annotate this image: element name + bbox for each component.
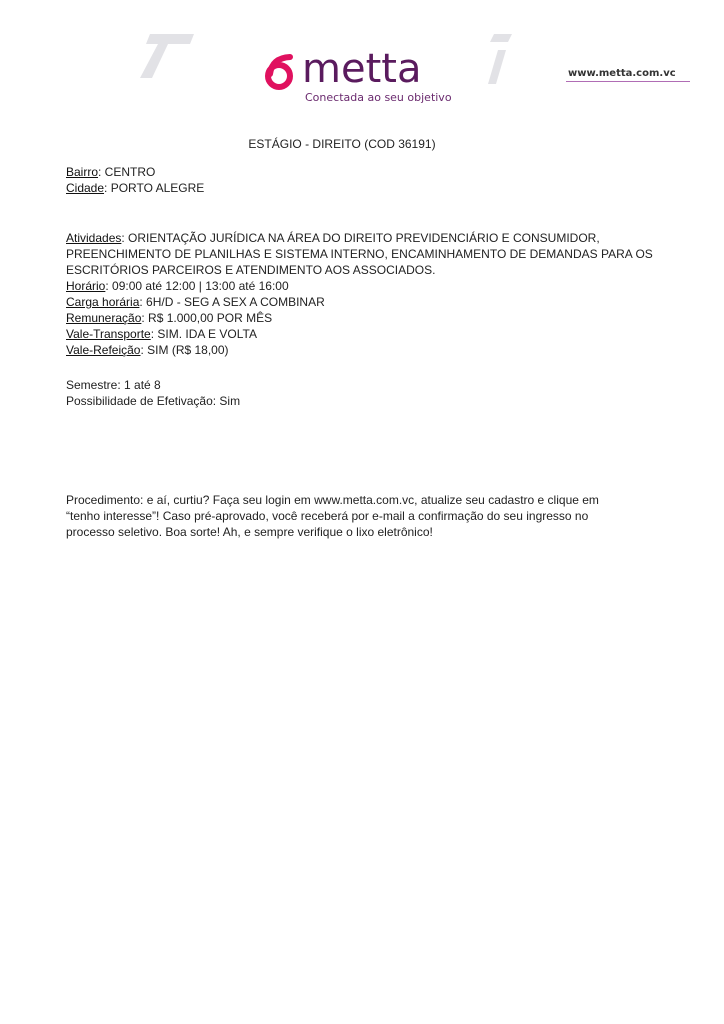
atividades-row [66,230,626,246]
vale-transporte-label: Vale-Transporte [66,327,151,341]
cidade-label: Cidade [66,181,105,195]
remuneracao-row [66,310,626,326]
procedure-line-1: Procedimento: e aí, curtiu? Faça seu login em www.metta.com.vc, atualize seu cadastro e clique em [66,493,599,507]
atividades-line-2: PREENCHIMENTO DE PLANILHAS E SISTEMA INTERNO, ENCAMINHAMENTO DE DEMANDAS PARA OS [66,247,653,261]
bairro-label: Bairro [66,165,99,179]
brand-name: metta [302,46,422,92]
remuneracao-label: Remuneração [66,311,142,325]
procedure-line-3: processo seletivo. Boa sorte! Ah, e sempre verifique o lixo eletrônico! [66,525,433,539]
location-block [66,164,626,196]
header-decoration-right [484,32,514,86]
vale-refeicao-row [66,342,626,358]
horario-row [66,278,626,294]
vale-transporte-row [66,326,626,342]
efetivacao-text: Possibilidade de Efetivação: Sim [66,394,241,408]
carga-row [66,294,626,310]
website-underline [566,81,690,82]
metta-logo [262,48,462,108]
procedure-block [66,492,626,540]
horario-value: : 09:00 até 12:00 | 13:00 até 16:00 [105,279,289,293]
procedure-line-2: “tenho interesse”! Caso pré-aprovado, você receberá por e-mail a confirmação do seu ingresso no [66,509,589,523]
bairro-row [66,164,626,180]
page-title: ESTÁGIO - DIREITO (COD 36191) [248,137,436,151]
details-block [66,230,653,358]
header-decoration-left [138,30,198,82]
semestre-text: Semestre: 1 até 8 [66,378,161,392]
vale-transporte-value: : SIM. IDA E VOLTA [150,327,257,341]
carga-value: : 6H/D - SEG A SEX A COMBINAR [139,295,325,309]
cidade-row [66,180,626,196]
vale-refeicao-value: : SIM (R$ 18,00) [140,343,229,357]
horario-label: Horário [66,279,106,293]
atividades-line-3: ESCRITÓRIOS PARCEIROS E ATENDIMENTO AOS ASSOCIADOS. [66,263,436,277]
bairro-value: : CENTRO [98,165,156,179]
cidade-value: : PORTO ALEGRE [104,181,205,195]
atividades-line-1: : ORIENTAÇÃO JURÍDICA NA ÁREA DO DIREITO PREVIDENCIÁRIO E CONSUMIDOR, [121,231,600,245]
brand-tagline: Conectada ao seu objetivo [305,91,452,104]
atividades-label: Atividades [66,231,122,245]
extra-block [66,377,626,409]
carga-label: Carga horária [66,295,140,309]
metta-logo-icon [262,54,298,90]
vale-refeicao-label: Vale-Refeição [66,343,141,357]
remuneracao-value: : R$ 1.000,00 POR MÊS [141,311,273,325]
website-link[interactable]: www.metta.com.vc [568,68,676,79]
